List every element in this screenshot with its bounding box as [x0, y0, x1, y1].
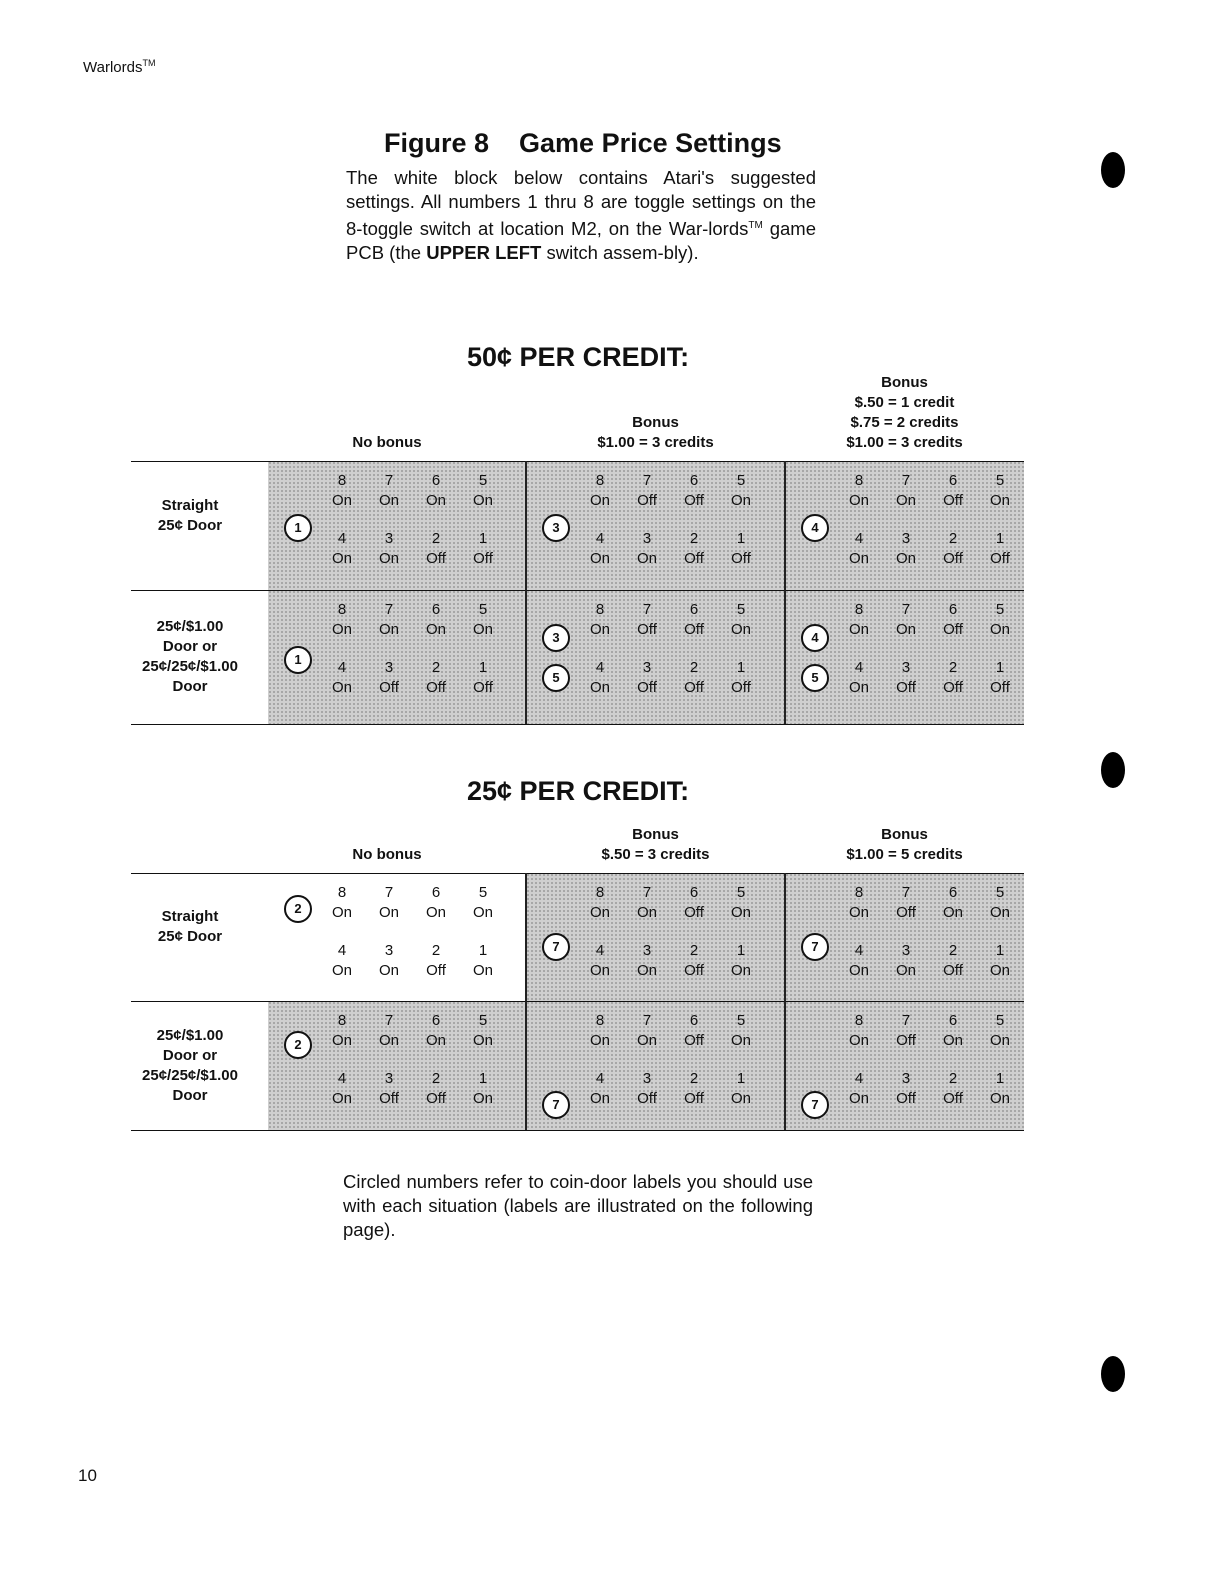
figure-title — [384, 128, 782, 159]
toggle-switch-setting: 6 On — [425, 472, 446, 509]
punch-hole — [1101, 752, 1125, 788]
toggle-switch-setting: 3 Off — [896, 1070, 916, 1107]
section-title: 50¢ PER CREDIT: — [467, 342, 690, 372]
toggle-switch-setting: 8 On — [331, 472, 352, 509]
toggle-switch-setting: 5 On — [730, 884, 751, 921]
toggle-switch-setting: 8 On — [589, 1012, 610, 1049]
coin-door-label-circle: 7 — [542, 1091, 570, 1119]
coin-door-label-circle: 4 — [801, 514, 829, 542]
toggle-switch-setting: 3 On — [636, 942, 657, 979]
toggle-switch-setting: 5 On — [989, 472, 1010, 509]
toggle-switch-setting: 5 On — [989, 1012, 1010, 1049]
toggle-switch-setting: 4 On — [331, 1070, 352, 1107]
figure-label: Figure 8 — [384, 128, 490, 158]
toggle-switch-setting: 8 On — [848, 1012, 869, 1049]
toggle-switch-setting: 1 On — [730, 942, 751, 979]
toggle-switch-setting: 6 Off — [684, 1012, 704, 1049]
toggle-switch-setting: 6 Off — [943, 601, 963, 638]
toggle-switch-setting: 6 Off — [684, 472, 704, 509]
toggle-switch-setting: 2 Off — [943, 942, 963, 979]
toggle-switch-setting: 1 On — [989, 942, 1010, 979]
coin-door-label-circle: 5 — [801, 664, 829, 692]
toggle-switch-setting: 8 On — [331, 884, 352, 921]
toggle-switch-setting: 5 On — [472, 472, 493, 509]
coin-door-label-circle: 3 — [542, 514, 570, 542]
toggle-switch-setting: 5 On — [989, 601, 1010, 638]
punch-hole — [1101, 152, 1125, 188]
toggle-switch-setting: 4 On — [848, 530, 869, 567]
trademark-mark: TM — [142, 58, 156, 68]
toggle-switch-setting: 5 On — [730, 1012, 751, 1049]
toggle-switch-setting: 1 Off — [473, 659, 493, 696]
toggle-switch-setting: 6 On — [425, 601, 446, 638]
intro-paragraph: The white block below contains Atari's suggested settings. All numbers 1 thru 8 are toggle settings on the 8-toggle switch at location M2, on the War-lords™ game PCB (the UPPER LEFT switch assem-bly). — [346, 167, 817, 264]
toggle-switch-setting: 3 Off — [379, 659, 399, 696]
toggle-switch-setting: 2 Off — [943, 659, 963, 696]
row-label: 25¢/$1.00 Door or 25¢/25¢/$1.00 Door — [142, 1026, 238, 1104]
coin-door-label-circle: 4 — [801, 624, 829, 652]
table-rule — [131, 461, 1024, 462]
toggle-switch-setting: 5 On — [730, 472, 751, 509]
toggle-switch-setting: 7 On — [378, 1012, 399, 1049]
coin-door-label-circle: 7 — [542, 933, 570, 961]
toggle-switch-setting: 1 Off — [990, 659, 1010, 696]
toggle-switch-setting: 2 Off — [426, 659, 446, 696]
coin-door-label-circle: 7 — [801, 1091, 829, 1119]
row-label: Straight 25¢ Door — [157, 908, 223, 945]
column-divider — [525, 873, 527, 1130]
figure-title-text: Game Price Settings — [519, 128, 782, 158]
toggle-switch-setting: 3 On — [636, 530, 657, 567]
column-header: No bonus — [352, 434, 422, 451]
column-header: Bonus $1.00 = 5 credits — [846, 826, 963, 863]
column-divider — [784, 461, 786, 724]
toggle-switch-setting: 2 Off — [684, 1070, 704, 1107]
toggle-switch-setting: 3 Off — [896, 659, 916, 696]
toggle-switch-setting: 7 On — [378, 884, 399, 921]
toggle-switch-setting: 3 Off — [379, 1070, 399, 1107]
toggle-switch-setting: 8 On — [589, 472, 610, 509]
footnote: Circled numbers refer to coin-door labels you should use with each situation (labels are illustrated on the following page). — [343, 1171, 813, 1240]
toggle-switch-setting: 4 On — [589, 942, 610, 979]
coin-door-label-circle: 1 — [284, 514, 312, 542]
coin-door-label-circle: 3 — [542, 624, 570, 652]
column-header: No bonus — [352, 846, 422, 863]
toggle-switch-setting: 7 Off — [896, 884, 916, 921]
toggle-switch-setting: 7 On — [636, 1012, 657, 1049]
coin-door-label-circle: 5 — [542, 664, 570, 692]
toggle-switch-setting: 4 On — [331, 659, 352, 696]
toggle-switch-setting: 2 Off — [684, 659, 704, 696]
toggle-switch-setting: 6 Off — [684, 884, 704, 921]
toggle-switch-setting: 6 On — [942, 1012, 963, 1049]
toggle-switch-setting: 4 On — [589, 1070, 610, 1107]
toggle-switch-setting: 2 Off — [943, 1070, 963, 1107]
toggle-switch-setting: 4 On — [589, 659, 610, 696]
coin-door-label-circle: 2 — [284, 895, 312, 923]
toggle-switch-setting: 3 On — [378, 942, 399, 979]
toggle-switch-setting: 8 On — [848, 601, 869, 638]
toggle-switch-setting: 6 Off — [684, 601, 704, 638]
toggle-switch-setting: 7 Off — [637, 472, 657, 509]
toggle-switch-setting: 4 On — [589, 530, 610, 567]
toggle-switch-setting: 7 On — [895, 472, 916, 509]
toggle-switch-setting: 4 On — [848, 659, 869, 696]
toggle-switch-setting: 3 Off — [637, 1070, 657, 1107]
table-rule — [131, 590, 1024, 591]
punch-hole — [1101, 1356, 1125, 1392]
toggle-switch-setting: 7 Off — [896, 1012, 916, 1049]
toggle-switch-setting: 8 On — [331, 601, 352, 638]
toggle-switch-setting: 6 On — [425, 1012, 446, 1049]
section-title: 25¢ PER CREDIT: — [467, 776, 690, 806]
toggle-switch-setting: 5 On — [472, 1012, 493, 1049]
toggle-switch-setting: 5 On — [989, 884, 1010, 921]
intro-emphasis: UPPER LEFT — [426, 242, 542, 264]
toggle-switch-setting: 1 Off — [990, 530, 1010, 567]
toggle-switch-setting: 6 Off — [943, 472, 963, 509]
table-rule — [131, 724, 1024, 725]
toggle-switch-setting: 8 On — [589, 601, 610, 638]
toggle-switch-setting: 3 On — [895, 942, 916, 979]
toggle-switch-setting: 6 On — [942, 884, 963, 921]
toggle-switch-setting: 2 Off — [684, 530, 704, 567]
toggle-switch-setting: 1 On — [472, 1070, 493, 1107]
toggle-switch-setting: 2 Off — [684, 942, 704, 979]
toggle-switch-setting: 7 Off — [637, 601, 657, 638]
toggle-switch-setting: 8 On — [848, 472, 869, 509]
toggle-switch-setting: 3 Off — [637, 659, 657, 696]
toggle-switch-setting: 2 Off — [943, 530, 963, 567]
coin-door-label-circle: 1 — [284, 646, 312, 674]
toggle-switch-setting: 2 Off — [426, 530, 446, 567]
toggle-switch-setting: 7 On — [895, 601, 916, 638]
toggle-switch-setting: 3 On — [895, 530, 916, 567]
coin-door-label-circle: 7 — [801, 933, 829, 961]
toggle-switch-setting: 4 On — [848, 1070, 869, 1107]
toggle-switch-setting: 1 Off — [731, 659, 751, 696]
toggle-switch-setting: 4 On — [331, 942, 352, 979]
table-rule — [131, 1001, 1024, 1002]
column-header: Bonus $1.00 = 3 credits — [597, 414, 714, 451]
row-label: Straight 25¢ Door — [157, 496, 223, 534]
toggle-switch-setting: 4 On — [331, 530, 352, 567]
column-divider — [525, 461, 527, 724]
column-divider — [784, 873, 786, 1130]
toggle-switch-setting: 3 On — [378, 530, 399, 567]
toggle-switch-setting: 7 On — [378, 601, 399, 638]
running-header: Warlords™ — [83, 58, 156, 76]
toggle-switch-setting: 8 On — [331, 1012, 352, 1049]
table-rule — [131, 1130, 1024, 1131]
toggle-switch-setting: 5 On — [472, 601, 493, 638]
toggle-switch-setting: 8 On — [848, 884, 869, 921]
toggle-switch-setting: 4 On — [848, 942, 869, 979]
toggle-switch-setting: 6 On — [425, 884, 446, 921]
column-header: Bonus $.50 = 3 credits — [601, 826, 710, 863]
toggle-switch-setting: 2 Off — [426, 1070, 446, 1107]
toggle-switch-setting: 8 On — [589, 884, 610, 921]
toggle-switch-setting: 5 On — [730, 601, 751, 638]
toggle-switch-setting: 1 On — [989, 1070, 1010, 1107]
toggle-switch-setting: 1 Off — [731, 530, 751, 567]
toggle-switch-setting: 1 Off — [473, 530, 493, 567]
page-number: 10 — [78, 1466, 97, 1485]
toggle-switch-setting: 1 On — [730, 1070, 751, 1107]
toggle-switch-setting: 2 Off — [426, 942, 446, 979]
column-header: Bonus $.50 = 1 credit $.75 = 2 credits $1.00 = 3 credits — [846, 374, 963, 451]
toggle-switch-setting: 5 On — [472, 884, 493, 921]
coin-door-label-circle: 2 — [284, 1031, 312, 1059]
toggle-switch-setting: 7 On — [636, 884, 657, 921]
toggle-switch-setting: 7 On — [378, 472, 399, 509]
row-label: 25¢/$1.00 Door or 25¢/25¢/$1.00 Door — [142, 618, 238, 695]
toggle-switch-setting: 1 On — [472, 942, 493, 979]
table-rule — [131, 873, 1024, 874]
